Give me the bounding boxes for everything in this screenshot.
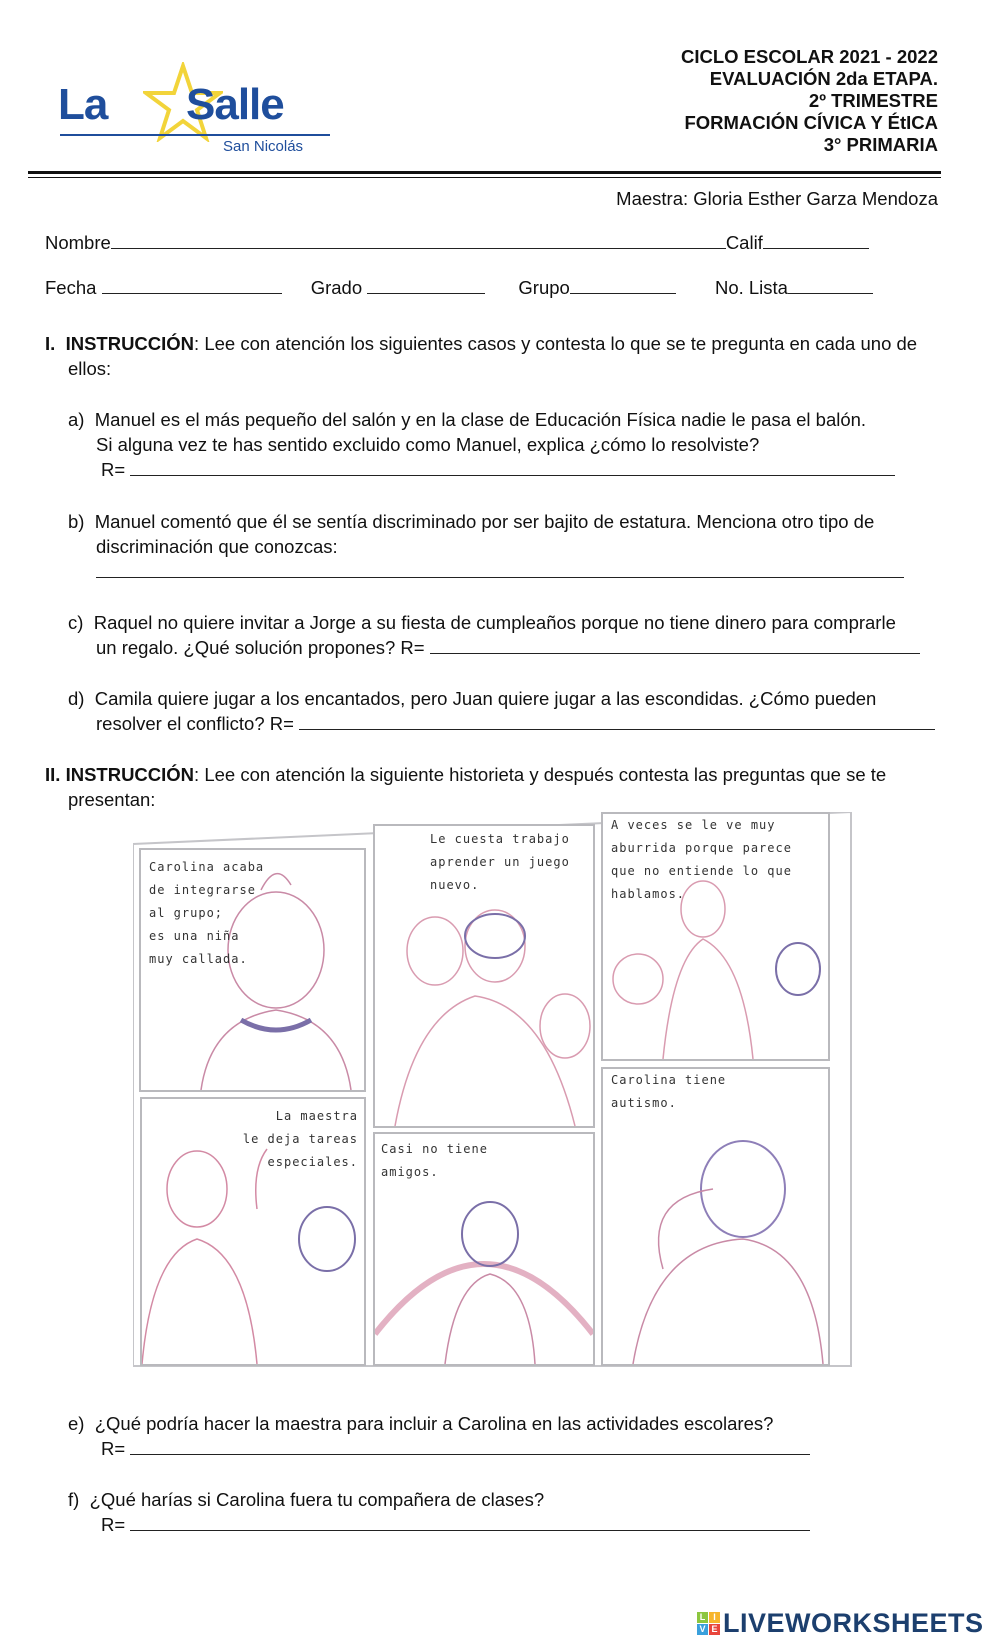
calif-field[interactable] [763,231,869,249]
comic-panel-2 [373,824,595,1128]
question-text: Manuel comentó que él se sentía discriminado por ser bajito de estatura. Menciona otro tipo de [94,511,875,532]
grado-field[interactable] [367,276,485,294]
comic-caption: La maestra le deja tareas especiales. [242,1109,358,1169]
section1-instruction [45,331,917,356]
grupo-label: Grupo [518,277,570,298]
header-line: 3° PRIMARIA [823,134,938,155]
teacher-name: Maestra: Gloria Esther Garza Mendoza [616,188,938,209]
question-c [68,610,920,660]
comic-strip [133,812,853,1367]
answer-field-b[interactable] [96,560,904,578]
badge-letter: I [709,1612,720,1623]
fecha-label: Fecha [45,277,97,298]
fecha-field[interactable] [102,276,282,294]
question-text: Raquel no quiere invitar a Jorge a su fiesta de cumpleaños porque no tiene dinero para comprarle [93,612,896,633]
section-title: INSTRUCCIÓN [65,333,195,354]
answer-label: R= [101,459,126,480]
answer-field-a[interactable] [130,458,895,476]
question-letter: d) [68,688,85,709]
nombre-field[interactable] [111,231,726,249]
question-letter: b) [68,511,85,532]
question-letter: e) [68,1413,85,1434]
section-number: I. [45,333,56,354]
comic-caption: Le cuesta trabajo aprender un juego nuevo. [430,832,570,892]
badge-letter: L [697,1612,708,1623]
header-line: 2º TRIMESTRE [808,90,938,111]
instruction-text-cont: presentan: [68,789,156,810]
question-b [68,509,904,584]
question-text: Camila quiere jugar a los encantados, pero Juan quiere jugar a las escondidas. ¿Cómo pueden [94,688,877,709]
la-salle-logo [58,62,343,162]
answer-field-d[interactable] [299,712,935,730]
instruction-text: : Lee con atención los siguientes casos y contesta lo que se te pregunta en cada uno de [194,333,918,354]
answer-label: R= [101,1514,126,1535]
question-f [68,1487,810,1537]
answer-field-f[interactable] [130,1513,810,1531]
divider [28,171,941,174]
header-line: CICLO ESCOLAR 2021 - 2022 [680,46,938,67]
question-d [68,686,935,736]
badge-letter: E [709,1624,720,1635]
comic-caption: Carolina tiene autismo. [611,1073,727,1110]
question-text: ¿Qué podría hacer la maestra para incluir a Carolina en las actividades escolares? [94,1413,774,1434]
logo-text-salle: Salle [186,80,284,129]
badge-letter: V [697,1624,708,1635]
section2-instruction [45,762,886,787]
answer-field-c[interactable] [430,636,920,654]
answer-field-e[interactable] [130,1437,810,1455]
comic-caption: A veces se le ve muy aburrida porque parece que no entiende lo que hablamos. [611,818,792,901]
comic-caption: Casi no tiene amigos. [381,1142,488,1179]
section-title: INSTRUCCIÓN [65,764,195,785]
logo-campus: San Nicolás [223,138,304,155]
instruction-text-cont: ellos: [68,358,112,379]
calif-label: Calif [725,232,763,253]
header-line: FORMACIÓN CÍVICA Y ÉtICA [684,112,938,133]
question-letter: a) [68,409,85,430]
name-row [45,230,869,255]
lista-field[interactable] [788,276,873,294]
question-letter: f) [68,1489,80,1510]
section-number: II. [45,764,61,785]
question-text: ¿Qué harías si Carolina fuera tu compañera de clases? [89,1489,545,1510]
nombre-label: Nombre [45,232,111,253]
question-text: Si alguna vez te has sentido excluido como Manuel, explica ¿cómo lo resolviste? [96,434,760,455]
divider [28,177,941,178]
logo-text-la: La [58,80,108,129]
comic-caption: Carolina acaba de integrarse al grupo; es una niña muy callada. [149,860,265,966]
header-block [681,46,938,156]
comic-panel-1 [139,848,366,1092]
info-row [45,275,873,300]
comic-panel-4 [140,1097,366,1366]
grupo-field[interactable] [570,276,676,294]
question-text: Manuel es el más pequeño del salón y en la clase de Educación Física nadie le pasa el balón. [94,409,867,430]
question-text: un regalo. ¿Qué solución propones? R= [96,637,425,658]
question-letter: c) [68,612,84,633]
comic-panel-6 [601,1067,830,1366]
live-badge-icon [697,1612,720,1635]
question-a [68,407,895,482]
comic-panel-3 [601,812,830,1061]
liveworksheets-logo [697,1608,984,1639]
lista-label: No. Lista [714,277,788,298]
answer-label: R= [101,1438,126,1459]
brand-name: LIVEWORKSHEETS [723,1608,984,1638]
question-e [68,1411,810,1461]
header-line: EVALUACIÓN 2da ETAPA. [709,68,938,89]
comic-panel-5 [373,1132,595,1366]
question-text: resolver el conflicto? R= [96,713,294,734]
question-text: discriminación que conozcas: [96,536,338,557]
instruction-text: : Lee con atención la siguiente historieta y después contesta las preguntas que se te [194,764,887,785]
grado-label: Grado [310,277,363,298]
